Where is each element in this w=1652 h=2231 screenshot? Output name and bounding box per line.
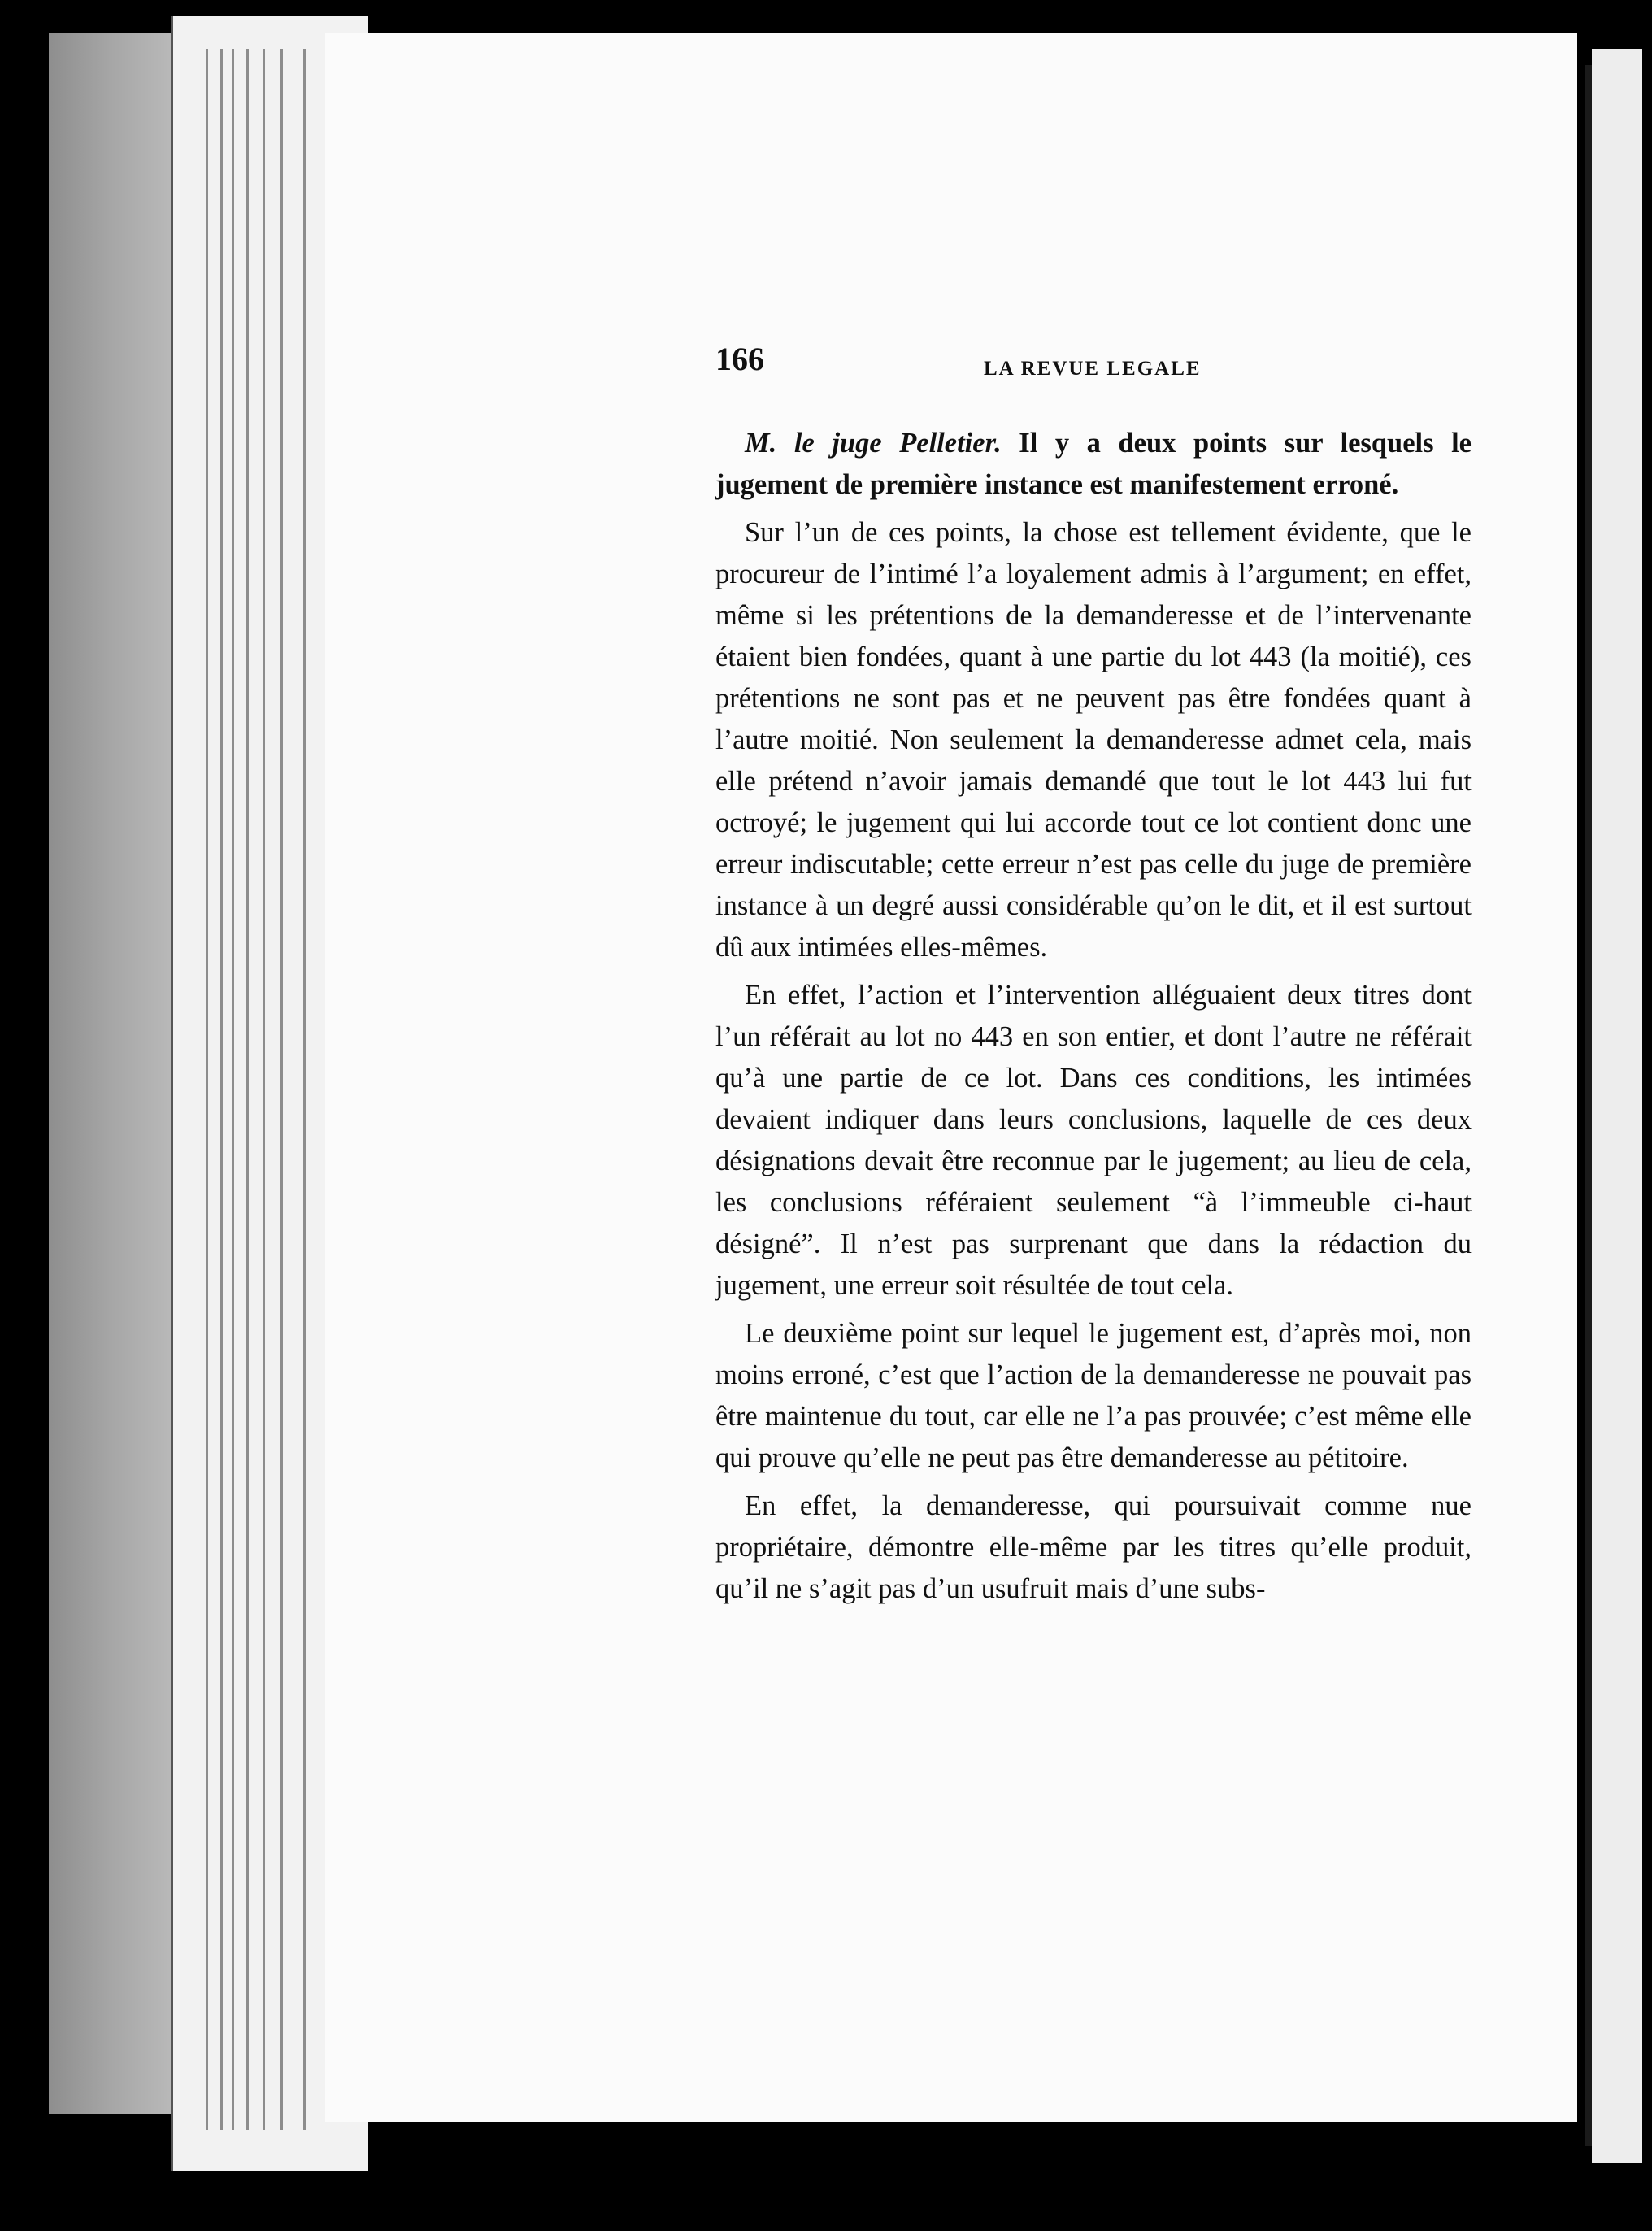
page-edge-line <box>206 49 208 2130</box>
page-edge-line <box>303 49 306 2130</box>
page-number: 166 <box>715 341 764 377</box>
paragraph-3: En effet, l’action et l’intervention alléguaient deux titres dont l’un référait au lot no 443 en son entier, et dont l’autre ne référait qu’à une partie de ce lot. Dans ces conditions, les intimées devaient indiquer dans leurs conclusions, laquelle de ces deux désignations devait être reconnue par le jugement; au lieu de cela, les conclusions référaient seulement “à l’immeuble ci-haut désigné”. Il n’est pas surprenant que dans la rédaction du jugement, une erreur soit résultée de tout cela. <box>715 980 1472 1301</box>
page-header <box>715 340 1610 389</box>
speaker-name: M. le juge Pelletier. <box>745 428 1002 459</box>
paragraph-5: En effet, la demanderesse, qui poursuivait comme nue propriétaire, démontre elle-même par les titres qu’elle produit, qu’il ne s’agit pas d’un usufruit mais d’une subs- <box>715 1490 1472 1604</box>
page-edge-line <box>220 49 223 2130</box>
paragraph-1-text: Il y a deux points sur lesquels le jugement de première instance est manifestement erroné. <box>715 428 1472 500</box>
paragraph-2: Sur l’un de ces points, la chose est tellement évidente, que le procureur de l’intimé l’a loyalement admis à l’argument; en effet, même si les prétentions de la demanderesse et de l’intervenante étaient bien fondées, quant à une partie du lot 443 (la moitié), ces prétentions ne sont pas et ne peuvent pas être fondées quant à l’autre moitié. Non seulement la demanderesse admet cela, mais elle prétend n’avoir jamais demandé que tout le lot 443 lui fut octroyé; le jugement qui lui accorde tout ce lot contient donc une erreur indiscutable; cette erreur n’est pas celle du juge de première instance à un degré aussi considérable qu’on le dit, et il est surtout dû aux intimées elles-mêmes. <box>715 517 1472 963</box>
paragraph-4: Le deuxième point sur lequel le jugement est, d’après moi, non moins erroné, c’est que l’action de la demanderesse ne pouvait pas être maintenue du tout, car elle ne l’a pas prouvée; c’est même elle qui prouve qu’elle ne peut pas être demanderesse au pétitoire. <box>715 1318 1472 1473</box>
page-edge-line <box>246 49 249 2130</box>
body-text <box>715 423 1472 1616</box>
running-head: LA REVUE LEGALE <box>984 358 1202 380</box>
paragraph-1 <box>715 423 1472 506</box>
page-edge-line <box>280 49 283 2130</box>
page-edge-line <box>232 49 234 2130</box>
page-edge-line <box>263 49 265 2130</box>
